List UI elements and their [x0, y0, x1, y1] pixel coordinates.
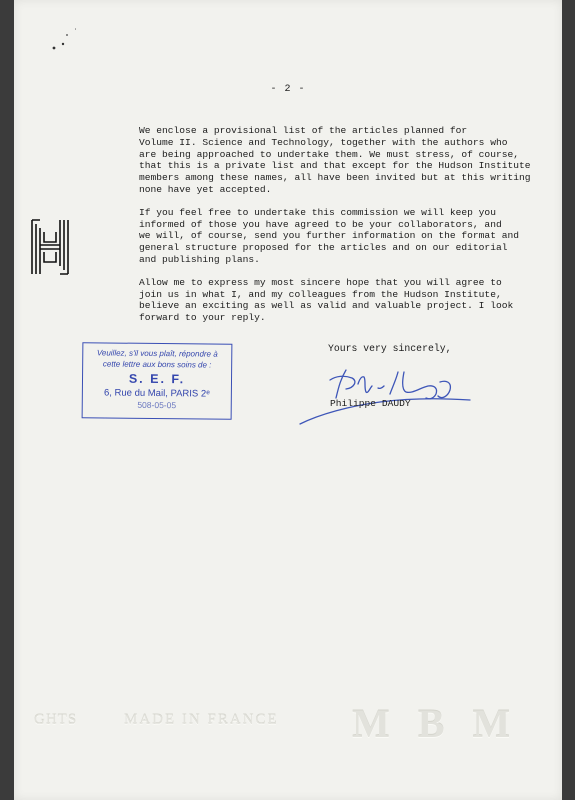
- paragraph-2-line: and publishing plans.: [139, 253, 260, 265]
- paragraph-3-line: join us in what I, and my colleagues from the Hudson Institute,: [139, 288, 502, 300]
- signer-name: Philippe DAUDY: [330, 398, 411, 409]
- stamp-line: Veuillez, s'il vous plaît, répondre à: [96, 348, 218, 359]
- paragraph-3-line: Allow me to express my most sincere hope that you will agree to: [139, 276, 502, 288]
- paragraph-3: [139, 277, 529, 324]
- stamp-address: 6, Rue du Mail, PARIS 2ᵉ: [103, 387, 210, 400]
- letter-body: [139, 125, 529, 335]
- watermark-right: MBM: [352, 701, 539, 746]
- paper-watermark: [14, 700, 562, 744]
- stamp-org: S. E. F.: [128, 371, 186, 387]
- paragraph-1-line: members among these names, all have been invited but at this writing: [139, 172, 531, 184]
- stamp-phone: 508-05-05: [137, 399, 177, 411]
- closing-line: Yours very sincerely,: [328, 343, 452, 354]
- hudson-institute-logo-icon: [30, 218, 70, 276]
- paragraph-2-line: we will, of course, send you further information on the format and: [139, 230, 519, 242]
- paragraph-1-line: We enclose a provisional list of the articles planned for: [139, 125, 468, 136]
- paragraph-2: [139, 207, 529, 266]
- handwritten-signature-icon: [280, 358, 480, 426]
- paragraph-1: [139, 125, 529, 196]
- paragraph-1-line: are being approached to undertake them. We must stress, of course,: [139, 148, 519, 160]
- paragraph-2-line: general structure proposed for the articles and on our editorial: [139, 242, 508, 254]
- paragraph-1-line: that this is a private list and that except for the Hudson Institute: [139, 160, 531, 172]
- paragraph-2-line: informed of those you have agreed to be your collaborators, and: [139, 218, 502, 230]
- watermark-left: GHTS: [34, 712, 78, 728]
- watermark-middle: MADE IN FRANCE: [124, 712, 279, 728]
- paragraph-1-line: none have yet accepted.: [139, 183, 272, 195]
- letter-page: [14, 0, 562, 800]
- paragraph-3-line: forward to your reply.: [139, 312, 266, 324]
- paragraph-1-line: Volume II. Science and Technology, together with the authors who: [139, 136, 508, 148]
- stamp-line: cette lettre aux bons soins de :: [102, 359, 212, 370]
- reply-address-stamp: [82, 342, 233, 420]
- page-number: - 2 -: [270, 84, 306, 95]
- paragraph-3-line: believe an exciting as well as valid and valuable project. I look: [139, 300, 514, 312]
- paper-specks: [36, 26, 76, 56]
- paragraph-2-line: If you feel free to undertake this commission we will keep you: [139, 206, 496, 218]
